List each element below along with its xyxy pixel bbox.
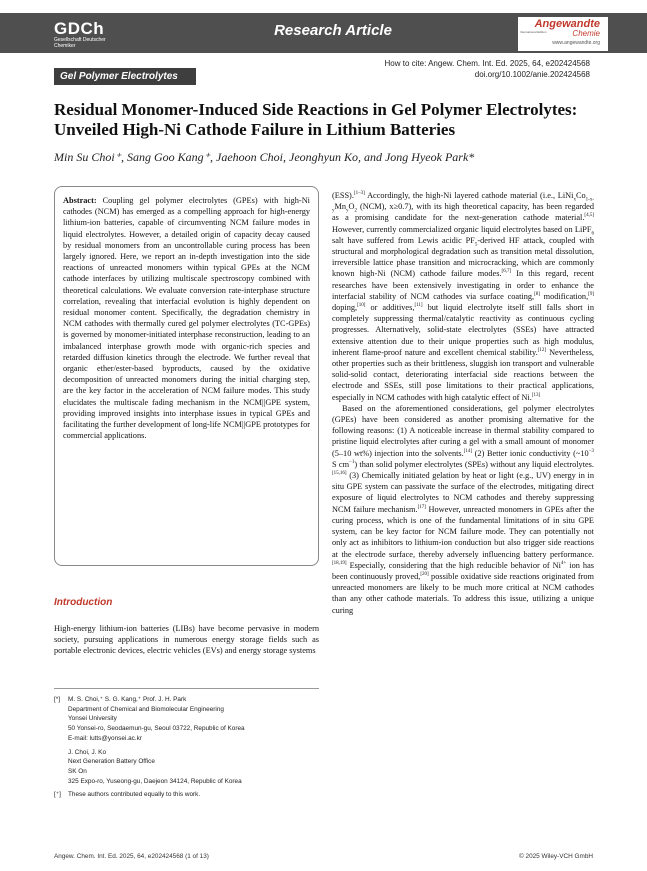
abstract-text: Coupling gel polymer electrolytes (GPEs) with high-Ni cathodes (NCM) has emerged as a compelling approach for high-energy lithium-ion batteries, capable of circumventing NCM failure modes in liquid electrolytes. However, a detailed origin of capacity decay caused by residual monomers from an uncontrollable curing process has been largely ignored. Here, we report an in-depth investigation into the side reactions of unreacted monomers within typical GPEs at the NCM cathode interfaces by utilizing multiscale spectroscopy combined with theoretical calculations. We evaluate conversion rate-interphase structure correlation, revealing that interfacial evolution is highly dependent on residual monomer content. Specifically, the degradation chemistry in NCM cathodes with thermally cured gel polymer electrolytes (TC-GPEs) is governed by monomer-initiated interphase reconstruction, leading to an imbalanced interphase growth mode with organic-rich species and retarded diffusion kinetics through the electrode. We further reveal that organic ether/ester-based byproducts, caused by the oxidative decomposition of unreacted monomers during the initial charging step, are the key factor in the acceleration of NCM failure modes. This study elucidates the multiscale fading mechanism in the NCM||GPE system, providing improved insights into interphase issues in typical GPEs and facilitating the further development of long-life NCM||GPE prototypes for commercial applications. [63, 196, 310, 441]
section-tag: Gel Polymer Electrolytes [54, 68, 196, 85]
body-paragraph-2: Based on the aforementioned considerations, gel polymer electrolytes (GPEs) have been considered as another promising alternative for the following reasons: (1) A noticeable increase in thermal stability compared to pristine liquid electrolytes after curing a gel with a small amount of monomer (5–10 wt%) injection into the solvents.[14] (2) Better ionic conductivity ($\sim 10^{-3}$ S $cm^{-1}$) than solid polymer electrolytes (SPEs) without any liquid electrolytes.[15,16] (3) Chemically initiated gelation by heat or light (e.g., UV) energy in in situ GPE system can passivate the surface of the electrodes, mitigating direct exposure of liquid electrolytes to NCM cathodes and thereby suppressing NCM failure mechanism.[17] However, unreacted monomers in GPEs after the curing process, which is one of the fundamental limitations of in situ GPE system, can be key factor for NCM failure mode. They can potentially not only act as inhibitors to lithium-ion conduction but also trigger side reactions at the electrode surface, thereby adversely influencing battery performance.[18,19] Especially, considering that the high reducible behavior of $Ni^{4+}$ ion has been continuously proved,[20] possible oxidative side reactions originated from unreacted monomers are likely to be much more critical at NCM cathodes than any other cathode materials. To address this issue, utilizing a unique curing [332, 403, 594, 615]
author-email[interactable]: E-mail: lutts@yonsei.ac.kr [68, 734, 142, 742]
how-to-cite: How to cite: Angew. Chem. Int. Ed. 2025, 64, e202424568 [384, 59, 590, 68]
article-title: Residual Monomer-Induced Side Reactions in Gel Polymer Electrolytes: Unveiled High-Ni Cathode Failure in Lithium Batteries [54, 100, 578, 139]
article-type-label: Research Article [274, 22, 392, 39]
doi-link[interactable]: doi.org/10.1002/anie.202424568 [474, 70, 590, 79]
body-paragraph-1: (ESS).[1–3] Accordingly, the high-Ni layered cathode material (i.e., $LiNi_xCo_{1-x-y}Mn_yO_2$ (NCM), x≥0.7), with its high theoretical capacity, has been regarded as a promising candidate for the next-generation cathode material.[4,5] However, currently commercialized organic liquid electrolytes based on LiPF$_6$ salt have suffered from Lewis acidic $PF_5$-derived HF attack, coupled with structural and morphological degradation such as transition metal dissolution, irreversible lattice phase transition and microcracking, which are commonly known high-Ni (NCM) cathode failure modes.[6,7] In this regard, recent researches have been extensively investigating in order to enhance the interfacial stability of NCM cathodes via surface coating,[8] modification,[9] doping,[10] or additives,[11] but liquid electrolyte itself still falls short in completely suppressing thermal/catalytic reactivity as continuous cycling progresses. Alternatively, solid-state electrolytes (SSEs) have attracted extensive attention due to their unique properties such as high modulus, inherent flame-proof nature and excellent chemical stability.[12] Nevertheless, other properties such as their brittleness, sluggish ion transport and vulnerable solid-solid contact, deteriorating interfacial side reactions between the electrode and SSEs, still pose limitations to their practical applications, especially in NCM cathodes with high catalytic effect of Ni.[13] [332, 191, 594, 402]
publisher-logo: GDCh Gesellschaft Deutscher Chemiker [54, 19, 106, 49]
introduction-text: High-energy lithium-ion batteries (LIBs) have become pervasive in modern society, pursuing applications in numerous energy storage fields such as portable electronic devices, electric vehicles (EVs) and energy storage systems [54, 624, 319, 656]
footer-citation: Angew. Chem. Int. Ed. 2025, 64, e202424568 (1 of 13) [54, 853, 209, 860]
abstract-box [54, 186, 319, 566]
journal-logo: Angewandte International Edition Chemie www.angewandte.org [518, 17, 608, 51]
author-list: Min Su Choi⁺, Sang Goo Kang⁺, Jaehoon Choi, Jeonghyun Ko, and Jong Hyeok Park* [54, 150, 475, 164]
footer-copyright: © 2025 Wiley-VCH GmbH [519, 853, 593, 860]
affiliations: [*] M. S. Choi,⁺ S. G. Kang,⁺ Prof. J. H. Park Department of Chemical and Biomolecular Engineering Yonsei University 50 Yonsei-ro, Seodaemun-gu, Seoul 03722, Republic of Korea E-mail: lutts@yonsei.ac.kr J. Choi, J. Ko Next Generation Battery Office SK On 325 Expo-ro, Yuseong-gu, Daejeon 34124, Republic of Korea [⁺] These authors contributed equally to this work. [54, 695, 319, 800]
introduction-heading: Introduction [54, 597, 113, 608]
body-text-right-column [332, 190, 594, 616]
footnote-divider [54, 688, 319, 689]
abstract-label: Abstract: [63, 196, 97, 205]
